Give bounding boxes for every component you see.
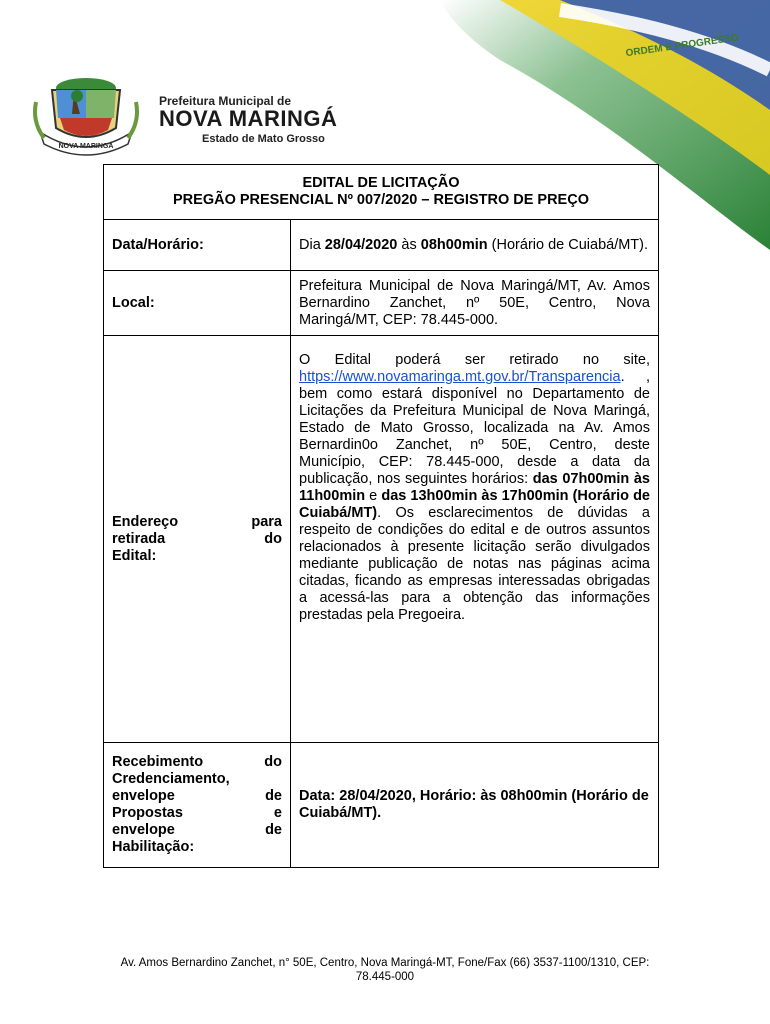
municipality-prefix: Prefeitura Municipal de [159, 94, 292, 108]
label-recebimento-line: envelope de [112, 788, 282, 804]
title-line-1: EDITAL DE LICITAÇÃO [302, 175, 460, 191]
value-data-date: 28/04/2020 [324, 236, 398, 253]
label-recebimento [104, 743, 291, 868]
label-recebimento-line: Credenciamento, [112, 771, 230, 787]
endereco-text: O Edital poderá ser retirado no site, [299, 352, 650, 368]
footer-line-2: 78.445-000 [355, 971, 415, 983]
label-endereco [104, 336, 291, 743]
label-endereco-line: retirada do [112, 530, 282, 547]
label-recebimento-line: envelope de [112, 822, 282, 838]
label-endereco-line: Endereço para [112, 513, 282, 530]
value-local: Prefeitura Municipal de Nova Maringá/MT, Av. Amos Bernardino Zanchet, nº 50E, Centro, Nova Maringá/MT, CEP: 78.445-000. [291, 271, 659, 336]
edital-table [103, 164, 659, 868]
row-recebimento [104, 743, 659, 868]
label-recebimento-line: Habilitação: [112, 839, 195, 855]
transparencia-link[interactable]: https://www.novamaringa.mt.gov.br/Transparencia [299, 369, 621, 385]
endereco-text: e [365, 488, 382, 504]
value-data-horario [291, 220, 659, 271]
label-data-horario: Data/Horário: [104, 220, 291, 271]
title-row [104, 165, 659, 220]
page-footer [80, 956, 690, 984]
coat-of-arms-icon [30, 62, 142, 158]
municipal-header [30, 62, 450, 162]
value-endereco [291, 336, 659, 743]
label-local: Local: [104, 271, 291, 336]
emblem-text: NOVA MARINGÁ [58, 143, 114, 150]
edital-title [104, 165, 659, 220]
footer-line-1: Av. Amos Bernardino Zanchet, n° 50E, Centro, Nova Maringá-MT, Fone/Fax (66) 3537-1100/1310, CEP: [120, 957, 650, 969]
label-endereco-line: Edital: [112, 547, 157, 564]
row-endereco [104, 336, 659, 743]
value-data-time: 08h00min [420, 236, 488, 253]
value-data-part: às [397, 236, 421, 253]
value-data-part: Dia [299, 236, 325, 253]
endereco-text: . , bem como estará disponível no Departamento de Licitações da Prefeitura Municipal de Nova Maringá, Estado de Mato Grosso, localizada na Av. Amos Bernardin0o Zanchet, nº 50E, Centro, deste Município, CEP: 78.445-000, desde a data da publicação, nos seguintes horários: [299, 369, 650, 487]
endereco-hours-morning: das 07h00min às 11h00min [299, 471, 650, 504]
flag-motto: ORDEM E PROGRESSO [625, 32, 740, 60]
title-line-2: PREGÃO PRESENCIAL Nº 007/2020 – REGISTRO DE PREÇO [173, 192, 589, 208]
row-local [104, 271, 659, 336]
endereco-hours-afternoon: das 13h00min às 17h00min (Horário de Cuiabá/MT) [299, 488, 651, 521]
municipality-name: NOVA MARINGÁ [159, 106, 338, 131]
label-recebimento-line: Propostas e [112, 805, 282, 821]
value-data-part: (Horário de Cuiabá/MT). [487, 236, 649, 253]
label-recebimento-line: Recebimento do [112, 754, 282, 770]
endereco-text: . Os esclarecimentos de dúvidas a respeito de condições do edital e de outros assuntos relacionados à presente licitação serão divulgados mediante publicação de notas nas páginas acima citadas, ficando as empresas interessadas obrigadas a acessá-las para a obtenção das informações prestadas pela Pregoeira. [299, 505, 650, 623]
value-recebimento: Data: 28/04/2020, Horário: às 08h00min (Horário de Cuiabá/MT). [291, 743, 659, 868]
row-data-horario [104, 220, 659, 271]
municipality-state: Estado de Mato Grosso [202, 133, 325, 145]
